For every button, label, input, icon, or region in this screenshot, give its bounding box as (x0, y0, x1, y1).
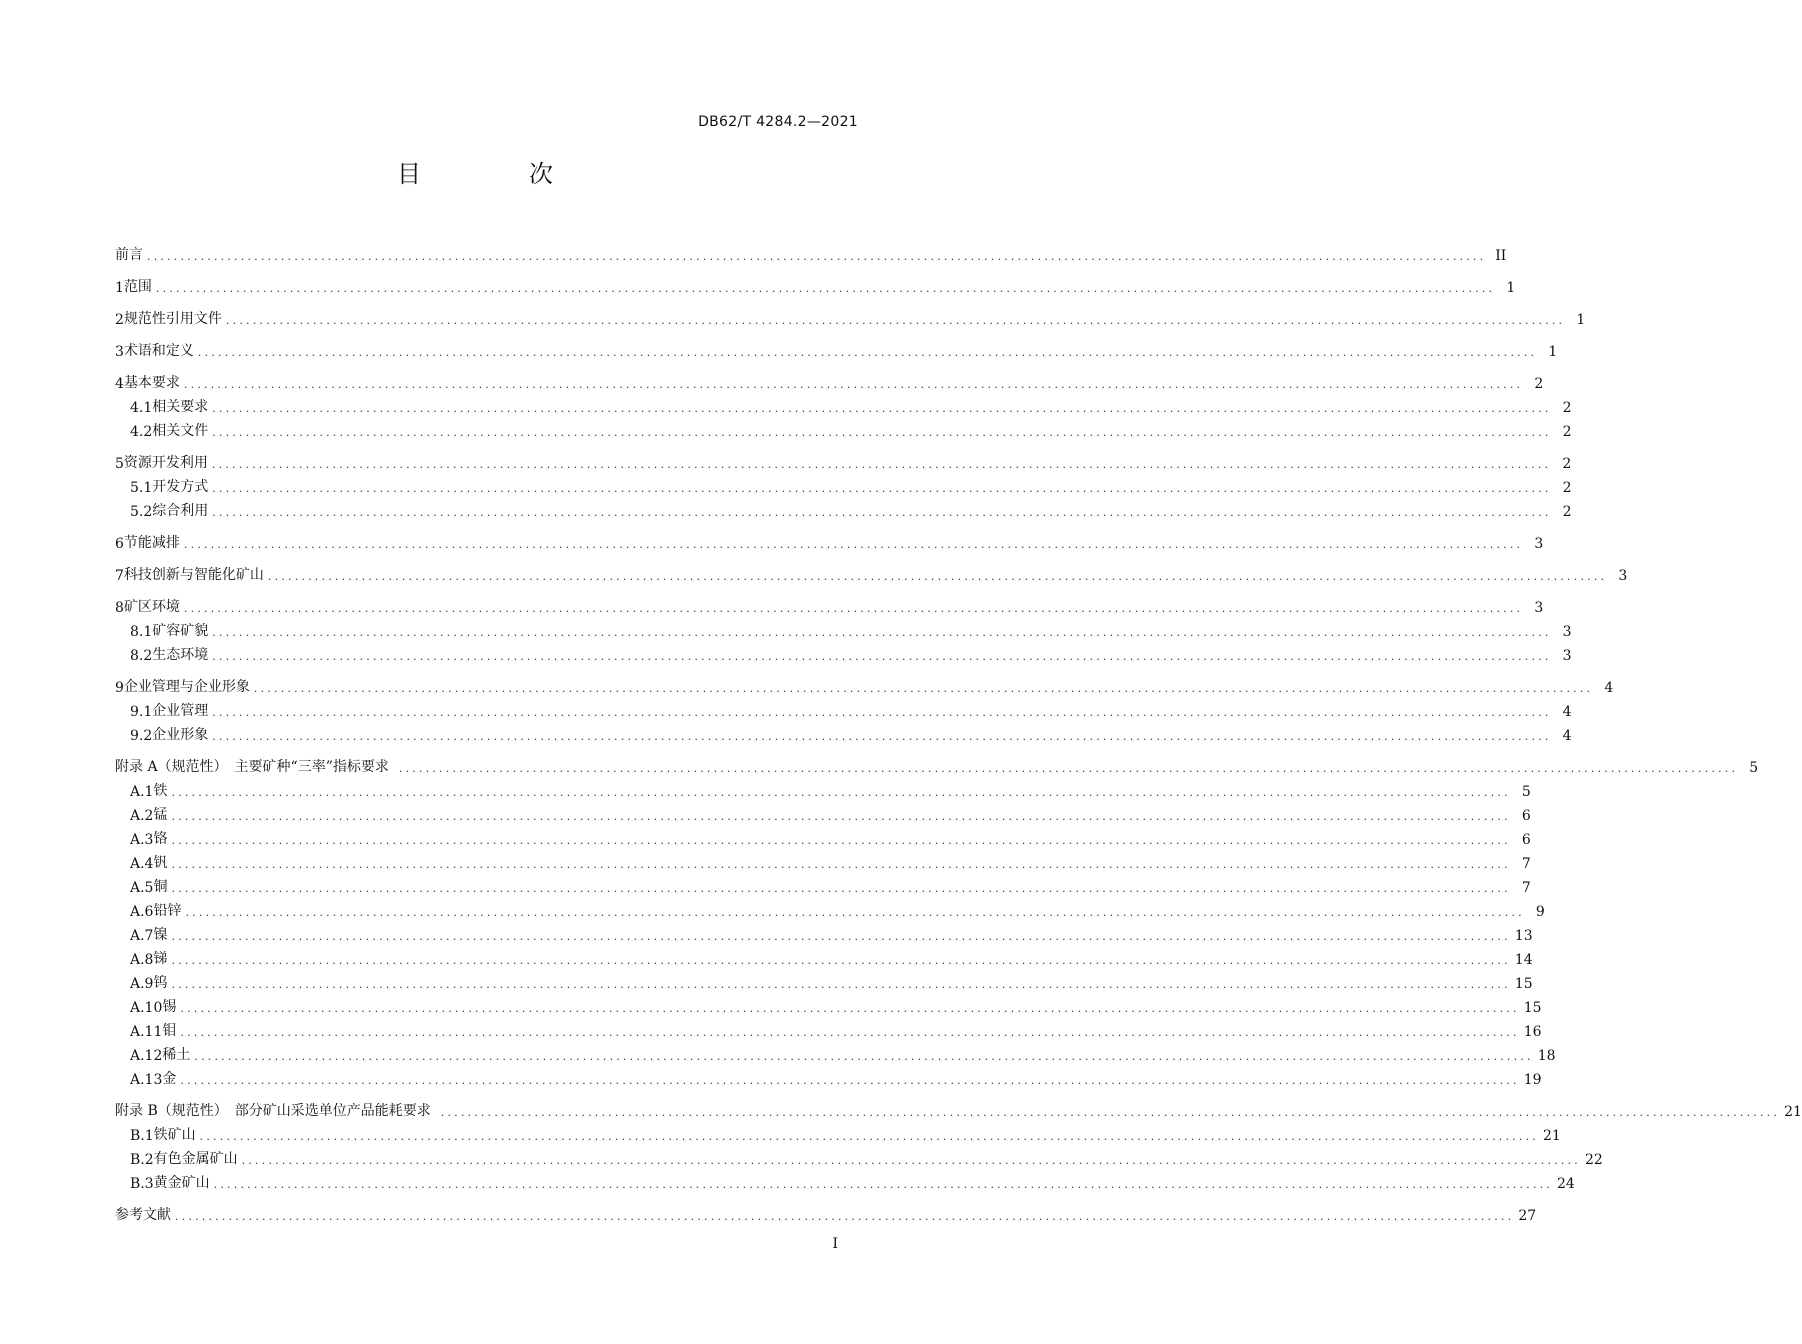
toc-entry-page: 18 (1537, 1048, 1556, 1064)
toc-entry[interactable] (115, 1096, 1802, 1120)
dot-leader: ........................................................................................................................................................................................................ (398, 762, 1739, 775)
dot-leader: ........................................................................................................................................................................................................ (171, 858, 1511, 871)
dot-leader: ........................................................................................................................................................................................................ (183, 538, 1524, 551)
dot-leader: ........................................................................................................................................................................................................ (241, 1154, 1581, 1167)
toc-entry-page: 21 (1542, 1128, 1561, 1144)
dot-leader: ........................................................................................................................................................................................................ (180, 1002, 1520, 1015)
toc-entry-label: 锑 (153, 951, 168, 967)
toc-entry-label: 企业形象 (152, 727, 209, 743)
toc-entry-page: 1 (1506, 280, 1516, 296)
toc-entry-page: 6 (1521, 808, 1531, 824)
dot-leader: ........................................................................................................................................................................................................ (211, 458, 1552, 471)
toc-entry-number: 4 (115, 376, 124, 392)
toc-entry-number: A.12 (130, 1048, 163, 1064)
dot-leader: ........................................................................................................................................................................................................ (171, 978, 1511, 991)
toc-entry[interactable] (115, 896, 1545, 920)
toc-entry-number: 8 (115, 600, 124, 616)
page-title: 目 次 (397, 160, 595, 188)
toc-entry-label: 有色金属矿山 (153, 1151, 238, 1167)
page-number: I (832, 1236, 838, 1252)
toc-entry-page: 2 (1562, 456, 1572, 472)
dot-leader: ........................................................................................................................................................................................................ (180, 1026, 1520, 1039)
dot-leader: ........................................................................................................................................................................................................ (253, 682, 1594, 695)
toc-entry[interactable] (115, 1144, 1603, 1168)
toc-entry-label: 前言 (115, 247, 143, 263)
toc-entry[interactable] (115, 776, 1531, 800)
toc-entry-label: 铜 (153, 879, 168, 895)
toc-entry-number: 9.2 (130, 728, 153, 744)
dot-leader: ........................................................................................................................................................................................................ (212, 482, 1552, 495)
toc-entry-page: 6 (1521, 832, 1531, 848)
toc-entry[interactable] (115, 968, 1533, 992)
toc-entry[interactable] (115, 672, 1614, 696)
toc-entry[interactable] (115, 528, 1544, 552)
dot-leader: ........................................................................................................................................................................................................ (267, 570, 1608, 583)
toc-entry-label: 规范性引用文件 (123, 311, 222, 327)
toc-entry-number: A.3 (130, 832, 154, 848)
dot-leader: ........................................................................................................................................................................................................ (147, 250, 1487, 263)
toc-entry[interactable] (115, 872, 1531, 896)
toc-entry-number: 8.1 (130, 624, 153, 640)
dot-leader: ........................................................................................................................................................................................................ (212, 402, 1552, 415)
toc-entry[interactable] (115, 392, 1572, 416)
toc-entry-number: 9 (115, 680, 124, 696)
toc-entry-label: 铁矿山 (153, 1127, 196, 1143)
toc-entry-number: 5.2 (130, 504, 153, 520)
toc-entry[interactable] (115, 336, 1558, 360)
toc-entry[interactable] (115, 944, 1533, 968)
toc-entry-number: 8.2 (130, 648, 153, 664)
dot-leader: ........................................................................................................................................................................................................ (183, 378, 1524, 391)
toc-entry-number: 1 (115, 280, 124, 296)
toc-entry-page: 5 (1521, 784, 1531, 800)
toc-entry-page: 13 (1514, 928, 1533, 944)
toc-entry-label: 科技创新与智能化矿山 (123, 567, 264, 583)
toc-entry[interactable] (115, 448, 1572, 472)
toc-entry[interactable] (115, 824, 1531, 848)
toc-entry-number: 3 (115, 344, 124, 360)
dot-leader: ........................................................................................................................................................................................................ (225, 314, 1566, 327)
toc-entry-number: 4.1 (130, 400, 153, 416)
toc-entry[interactable] (115, 752, 1759, 776)
toc-entry[interactable] (115, 1064, 1542, 1088)
toc-entry-page: 1 (1576, 312, 1586, 328)
dot-leader: ........................................................................................................................................................................................................ (171, 882, 1511, 895)
toc-entry-number: A.4 (130, 856, 154, 872)
toc-entry[interactable] (115, 272, 1516, 296)
toc-entry[interactable] (115, 416, 1572, 440)
toc-entry-label: 锡 (162, 999, 177, 1015)
table-of-contents (115, 240, 1802, 1224)
toc-entry-label: 铁 (153, 783, 168, 799)
toc-entry-number: B.2 (130, 1152, 154, 1168)
toc-entry-number: 5.1 (130, 480, 153, 496)
toc-entry-label: 企业管理 (152, 703, 209, 719)
dot-leader: ........................................................................................................................................................................................................ (212, 730, 1552, 743)
toc-entry-page: 16 (1523, 1024, 1542, 1040)
dot-leader: ........................................................................................................................................................................................................ (212, 650, 1552, 663)
toc-entry-number: A.11 (130, 1024, 163, 1040)
dot-leader: ........................................................................................................................................................................................................ (185, 906, 1525, 919)
toc-entry-number: 4.2 (130, 424, 153, 440)
dot-leader: ........................................................................................................................................................................................................ (212, 706, 1552, 719)
toc-entry-label: 镍 (153, 927, 168, 943)
toc-entry-label: 钼 (162, 1023, 177, 1039)
toc-entry-page: 4 (1562, 704, 1572, 720)
toc-entry[interactable] (115, 640, 1572, 664)
toc-entry-number: 7 (115, 568, 124, 584)
dot-leader: ........................................................................................................................................................................................................ (180, 1074, 1520, 1087)
toc-entry-label: 黄金矿山 (153, 1175, 210, 1191)
toc-entry-label: 相关要求 (152, 399, 209, 415)
toc-entry-page: II (1495, 248, 1507, 264)
toc-entry-page: 3 (1534, 600, 1544, 616)
toc-entry-number: B.1 (130, 1128, 154, 1144)
dot-leader: ........................................................................................................................................................................................................ (171, 786, 1511, 799)
toc-entry-page: 7 (1521, 880, 1531, 896)
dot-leader: ........................................................................................................................................................................................................ (440, 1106, 1781, 1119)
toc-entry-label: 综合利用 (152, 503, 209, 519)
dot-leader: ........................................................................................................................................................................................................ (171, 810, 1511, 823)
toc-entry[interactable] (115, 496, 1572, 520)
dot-leader: ........................................................................................................................................................................................................ (171, 834, 1511, 847)
toc-entry-page: 5 (1749, 760, 1759, 776)
toc-entry-label: 术语和定义 (123, 343, 194, 359)
toc-entry-label: 钨 (153, 975, 168, 991)
toc-entry-page: 3 (1562, 648, 1572, 664)
toc-entry-number: A.8 (130, 952, 154, 968)
dot-leader: ........................................................................................................................................................................................................ (197, 346, 1538, 359)
document-code: DB62/T 4284.2—2021 (698, 114, 858, 130)
toc-entry-page: 4 (1562, 728, 1572, 744)
toc-entry-page: 15 (1514, 976, 1533, 992)
toc-entry-page: 1 (1548, 344, 1558, 360)
dot-leader: ........................................................................................................................................................................................................ (194, 1050, 1534, 1063)
toc-entry-label: 基本要求 (123, 375, 180, 391)
dot-leader: ........................................................................................................................................................................................................ (171, 954, 1511, 967)
toc-entry-label: 矿区环境 (123, 599, 180, 615)
toc-entry[interactable] (115, 1200, 1537, 1224)
toc-entry[interactable] (115, 1168, 1575, 1192)
toc-entry-label: 稀土 (162, 1047, 191, 1063)
toc-entry-label: 钒 (153, 855, 168, 871)
toc-entry[interactable] (115, 720, 1572, 744)
toc-entry-number: 9.1 (130, 704, 153, 720)
toc-entry[interactable] (115, 696, 1572, 720)
toc-entry-number: A.6 (130, 904, 154, 920)
toc-entry[interactable] (115, 848, 1531, 872)
toc-entry-label: 开发方式 (152, 479, 209, 495)
toc-entry-number: A.10 (130, 1000, 163, 1016)
dot-leader: ........................................................................................................................................................................................................ (212, 426, 1552, 439)
toc-entry[interactable] (115, 1120, 1561, 1144)
toc-entry-page: 3 (1562, 624, 1572, 640)
dot-leader: ........................................................................................................................................................................................................ (212, 506, 1552, 519)
toc-entry-page: 9 (1535, 904, 1545, 920)
toc-entry-page: 2 (1562, 400, 1572, 416)
dot-leader: ........................................................................................................................................................................................................ (183, 602, 1524, 615)
toc-entry[interactable] (115, 616, 1572, 640)
toc-entry-page: 3 (1534, 536, 1544, 552)
toc-entry-number: A.1 (130, 784, 154, 800)
dot-leader: ........................................................................................................................................................................................................ (175, 1210, 1515, 1223)
toc-entry-label: 铅锌 (153, 903, 182, 919)
toc-entry[interactable] (115, 560, 1628, 584)
dot-leader: ........................................................................................................................................................................................................ (212, 626, 1552, 639)
toc-entry-page: 27 (1518, 1208, 1537, 1224)
toc-entry-label: 企业管理与企业形象 (123, 679, 250, 695)
toc-entry-label: 锰 (153, 807, 168, 823)
toc-entry[interactable] (115, 920, 1533, 944)
toc-entry[interactable] (115, 800, 1531, 824)
toc-entry-label: 铬 (153, 831, 168, 847)
toc-entry-number: A.9 (130, 976, 154, 992)
toc-entry-number: A.13 (130, 1072, 163, 1088)
dot-leader: ........................................................................................................................................................................................................ (171, 930, 1511, 943)
toc-entry-label: 参考文献 (115, 1207, 171, 1223)
toc-entry-page: 2 (1562, 424, 1572, 440)
dot-leader: ........................................................................................................................................................................................................ (155, 282, 1496, 295)
toc-entry[interactable] (115, 472, 1572, 496)
toc-entry-number: A.7 (130, 928, 154, 944)
toc-entry-number: 6 (115, 536, 124, 552)
toc-entry-number: B.3 (130, 1176, 154, 1192)
toc-entry-page: 19 (1523, 1072, 1542, 1088)
toc-entry-page: 21 (1784, 1104, 1802, 1120)
toc-entry-page: 7 (1521, 856, 1531, 872)
toc-entry-label: 金 (162, 1071, 177, 1087)
dot-leader: ........................................................................................................................................................................................................ (213, 1178, 1553, 1191)
toc-entry-label: 附录 B（规范性） 部分矿山采选单位产品能耗要求 (115, 1103, 431, 1119)
toc-entry-page: 15 (1523, 1000, 1542, 1016)
toc-entry-page: 2 (1562, 504, 1572, 520)
toc-entry-label: 节能减排 (123, 535, 180, 551)
toc-entry[interactable] (115, 1016, 1542, 1040)
toc-entry-label: 附录 A（规范性） 主要矿种“三率”指标要求 (115, 759, 389, 775)
toc-entry-page: 2 (1534, 376, 1544, 392)
toc-entry-page: 14 (1514, 952, 1533, 968)
dot-leader: ........................................................................................................................................................................................................ (199, 1130, 1539, 1143)
toc-entry-page: 22 (1584, 1152, 1603, 1168)
toc-entry-label: 相关文件 (152, 423, 209, 439)
toc-entry-label: 范围 (123, 279, 152, 295)
toc-entry-number: 2 (115, 312, 124, 328)
toc-entry-number: A.5 (130, 880, 154, 896)
toc-entry-page: 24 (1556, 1176, 1575, 1192)
toc-entry-page: 3 (1618, 568, 1628, 584)
toc-entry[interactable] (115, 592, 1544, 616)
toc-entry-label: 矿容矿貌 (152, 623, 209, 639)
toc-entry-label: 生态环境 (152, 647, 209, 663)
toc-entry-page: 2 (1562, 480, 1572, 496)
toc-entry-label: 资源开发利用 (123, 455, 208, 471)
toc-entry[interactable] (115, 992, 1542, 1016)
toc-entry[interactable] (115, 304, 1586, 328)
toc-entry[interactable] (115, 240, 1507, 264)
toc-entry-number: A.2 (130, 808, 154, 824)
toc-entry[interactable] (115, 1040, 1556, 1064)
toc-entry-number: 5 (115, 456, 124, 472)
toc-entry[interactable] (115, 368, 1544, 392)
toc-entry-page: 4 (1604, 680, 1614, 696)
